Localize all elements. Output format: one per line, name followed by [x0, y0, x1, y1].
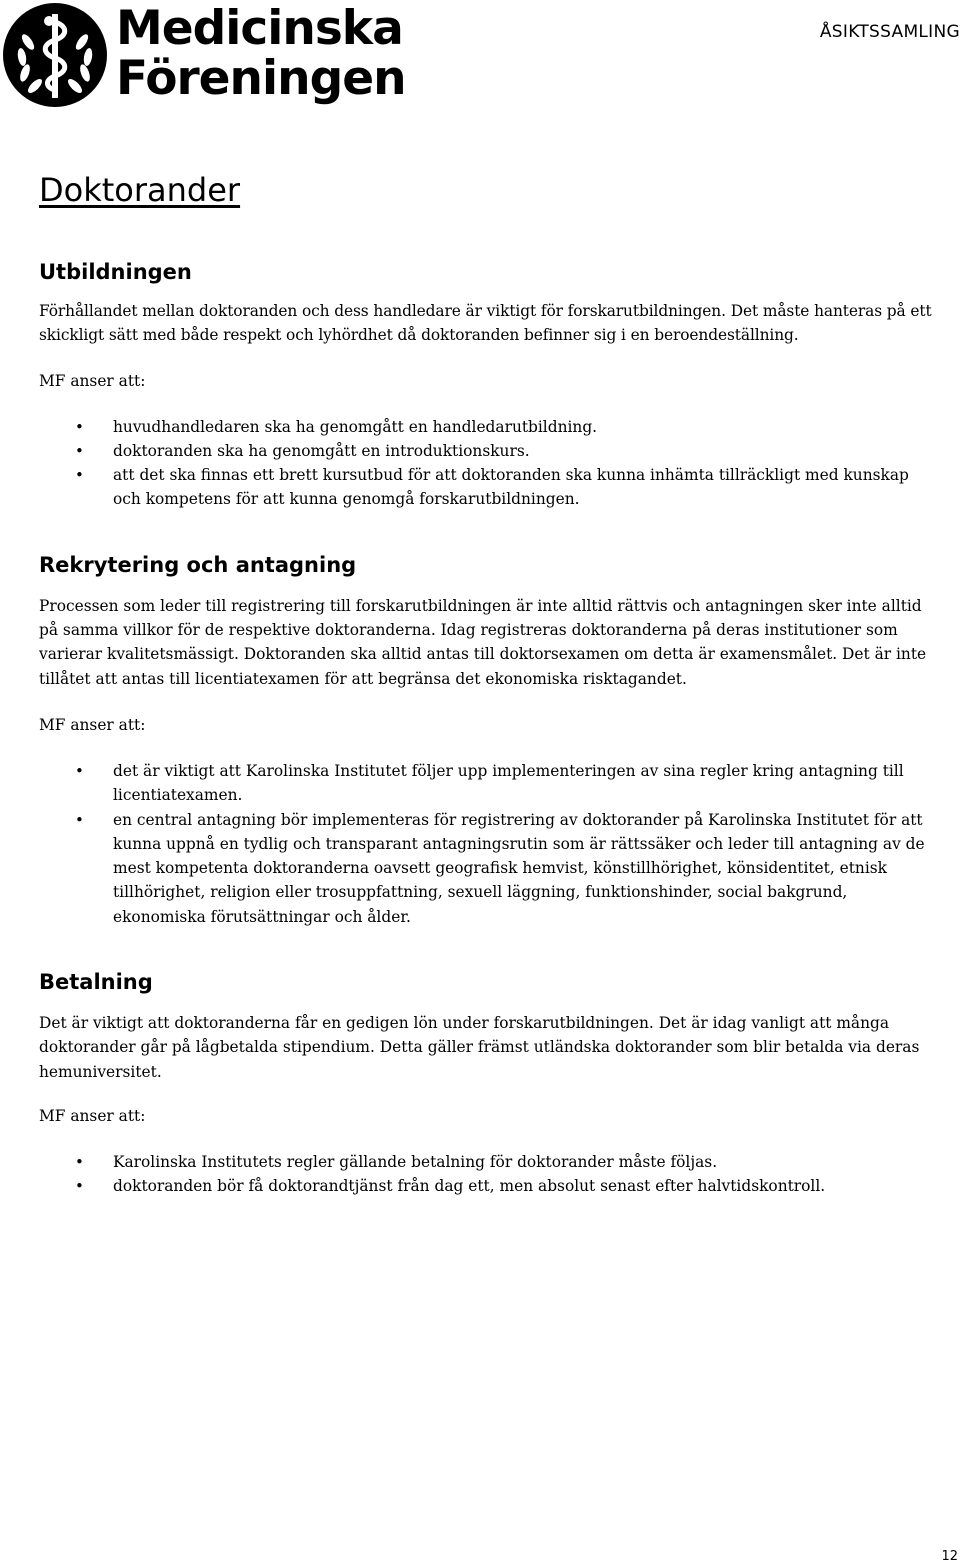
- section-paragraph: Processen som leder till registrering till forskarutbildningen är inte alltid rättvis och antagningen sker inte alltid på samma villkor för de respektive doktoranderna. Idag registreras doktoranderna på deras institutioner som varierar kvalitetsmässigt. Doktoranden ska alltid antas till doktorsexamen om detta är examensmålet. Det är inte tillåtet att antas till licentiatexamen för att begränsa det ekonomiska risktagandet.: [39, 596, 927, 688]
- list-item: • doktoranden bör få doktorandtjänst från dag ett, men absolut senast efter halvtidskontroll.: [39, 1174, 939, 1198]
- mf-label: MF anser att:: [39, 371, 146, 390]
- mf-label: MF anser att:: [39, 715, 146, 734]
- list-item: • Karolinska Institutets regler gällande betalning för doktorander måste följas.: [39, 1150, 939, 1174]
- logo-line-2: Föreningen: [116, 51, 406, 106]
- logo-wordmark: [116, 1, 406, 106]
- section-utbildningen: [39, 258, 939, 512]
- logo-emblem-icon: [2, 2, 108, 108]
- section-paragraph: Förhållandet mellan doktoranden och dess handledare är viktigt för forskarutbildningen. Det måste hanteras på ett skickligt sätt med både respekt och lyhördhet då doktoranden befinner sig i en beroendeställning.: [39, 302, 932, 345]
- section-heading: Betalning: [39, 970, 153, 995]
- section-heading: Utbildningen: [39, 260, 192, 284]
- list-item: • doktoranden ska ha genomgått en introduktionskurs.: [39, 439, 939, 463]
- page-title: Doktorander: [39, 171, 241, 209]
- page-number: 12: [941, 1549, 958, 1564]
- mf-label: MF anser att:: [39, 1106, 146, 1125]
- list-item: • huvudhandledaren ska ha genomgått en handledarutbildning.: [39, 415, 939, 439]
- section-heading: Rekrytering och antagning: [39, 552, 357, 577]
- section-betalning: [39, 968, 939, 1198]
- header-label: ÅSIKTSSAMLING: [819, 22, 960, 42]
- section-rekrytering: [39, 551, 939, 929]
- document-body: [39, 168, 939, 1199]
- section-paragraph: Det är viktigt att doktoranderna får en gedigen lön under forskarutbildningen. Det är idag vanligt att många doktorander går på lågbetalda stipendium. Detta gäller främst utländska doktorander som blir betalda via deras hemuniversitet.: [39, 1014, 920, 1081]
- bullet-list: [39, 1150, 939, 1199]
- logo-line-1: Medicinska: [116, 1, 403, 56]
- bullet-list: [39, 759, 939, 929]
- bullet-list: [39, 415, 939, 512]
- page-header: [0, 0, 960, 120]
- list-item: • det är viktigt att Karolinska Institutet följer upp implementeringen av sina regler kring antagning till licentiatexamen.: [39, 759, 939, 808]
- list-item: • en central antagning bör implementeras för registrering av doktorander på Karolinska Institutet för att kunna uppnå en tydlig och transparant antagningsrutin som är rättssäker och leder till antagning av de mest kompetenta doktoranderna oavsett geografisk hemvist, könstillhörighet, könsidentitet, etnisk tillhörighet, religion eller trosuppfattning, sexuell läggning, funktionshinder, social bakgrund, ekonomiska förutsättningar och ålder.: [39, 808, 939, 929]
- list-item: • att det ska finnas ett brett kursutbud för att doktoranden ska kunna inhämta tillräckligt med kunskap och kompetens för att kunna genomgå forskarutbildningen.: [39, 463, 939, 512]
